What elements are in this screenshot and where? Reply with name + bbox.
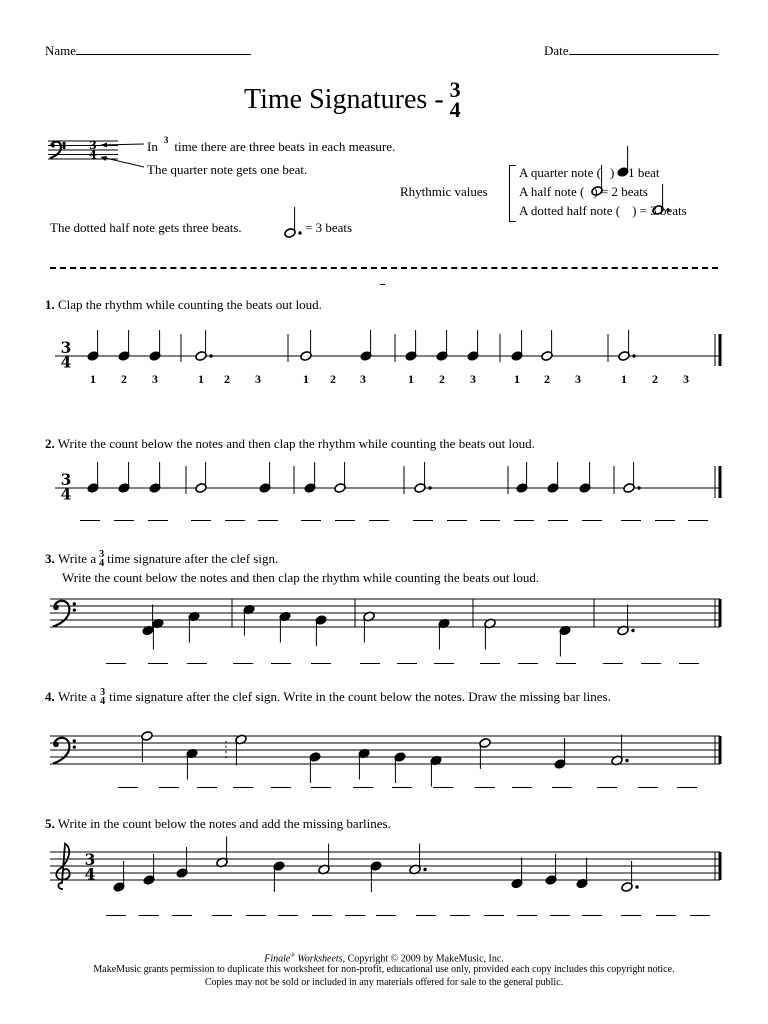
- ex5-count-blank[interactable]: [212, 915, 232, 916]
- ex2-count-blank[interactable]: [369, 520, 389, 521]
- footer-permission: MakeMusic grants permission to duplicate this worksheet for non-profit, educational use only, provided each copy includes this copyright notice.: [93, 964, 675, 975]
- divider-tail: [380, 284, 385, 285]
- ex5-count-blank[interactable]: [312, 915, 332, 916]
- ex3-count-blank[interactable]: [434, 663, 454, 664]
- ex3-count-blank[interactable]: [106, 663, 126, 664]
- ex4-small-sig: 3 4: [100, 687, 106, 707]
- bass-clef-dot-upper: [73, 602, 76, 605]
- beat-count: 3: [360, 372, 366, 386]
- ex3-count-blank[interactable]: [641, 663, 661, 664]
- note-dot: [637, 486, 640, 489]
- intro-line-1: In 3 time there are three beats in each measure.: [147, 135, 396, 154]
- exercise-1-instructions: 1. Clap the rhythm while counting the beats out loud.: [45, 297, 322, 312]
- ex3-count-blank[interactable]: [148, 663, 168, 664]
- note-dot: [632, 354, 635, 357]
- footer-restriction: Copies may not be sold or included in any materials offered for sale to the general public.: [204, 977, 564, 988]
- ex2-time-sig: 3: [60, 471, 72, 490]
- ex5-time-sig: 3: [84, 851, 96, 870]
- ex2-count-blank[interactable]: [258, 520, 278, 521]
- beat-count: 3: [470, 372, 476, 386]
- beat-count: 3: [152, 372, 158, 386]
- ex5-time-sig-bottom: 4: [84, 865, 96, 884]
- beat-count: 2: [439, 372, 445, 386]
- beat-count: 1: [621, 372, 627, 386]
- footer-copyright: Finale® Worksheets, Copyright © 2009 by MakeMusic, Inc.: [264, 953, 504, 965]
- ex2-count-blank[interactable]: [114, 520, 134, 521]
- ex4-count-blank[interactable]: [118, 787, 138, 788]
- ex4-count-blank[interactable]: [353, 787, 373, 788]
- name-label: Name: [45, 43, 77, 58]
- beat-count: 3: [255, 372, 261, 386]
- ex4-count-blank[interactable]: [233, 787, 253, 788]
- ex4-count-blank[interactable]: [638, 787, 658, 788]
- exercise-4-instructions: 4. Write a 3 4 time signature after the clef sign. Write in the count below the notes. Draw the missing bar lines.: [45, 687, 611, 707]
- ex2-count-blank[interactable]: [514, 520, 534, 521]
- dotted-note-text: The dotted half note gets three beats.: [50, 220, 242, 235]
- ex4-count-blank[interactable]: [433, 787, 453, 788]
- ex2-count-blank[interactable]: [688, 520, 708, 521]
- note-dot: [423, 868, 426, 871]
- ex5-count-blank[interactable]: [172, 915, 192, 916]
- note-dot: [209, 354, 212, 357]
- beat-count: 1: [303, 372, 309, 386]
- ex5-count-blank[interactable]: [106, 915, 126, 916]
- exercise-3-instructions: 3. Write a 3 4 time signature after the clef sign.: [45, 549, 279, 569]
- ex4-count-blank[interactable]: [271, 787, 291, 788]
- value-dotted-half: A dotted half note ( ) = 3 beats: [519, 203, 687, 218]
- intro-small-sig: 3: [163, 135, 169, 145]
- ex4-count-blank[interactable]: [677, 787, 697, 788]
- title-time-signature: 3 4: [449, 77, 461, 122]
- dotted-note-equation: = 3 beats: [305, 220, 353, 235]
- beat-count: 2: [121, 372, 127, 386]
- ex5-count-blank[interactable]: [550, 915, 570, 916]
- ex2-count-blank[interactable]: [225, 520, 245, 521]
- intro-arrow-bottom: [101, 157, 144, 167]
- ex5-count-blank[interactable]: [345, 915, 365, 916]
- intro-arrow-top: [101, 144, 144, 145]
- value-half: A half note ( ) = 2 beats: [519, 184, 648, 199]
- ex4-count-blank[interactable]: [597, 787, 617, 788]
- ex3-count-blank[interactable]: [518, 663, 538, 664]
- ex5-count-blank[interactable]: [376, 915, 396, 916]
- ex3-count-blank[interactable]: [311, 663, 331, 664]
- ex5-count-blank[interactable]: [278, 915, 298, 916]
- ex2-count-blank[interactable]: [191, 520, 211, 521]
- ex3-count-blank[interactable]: [679, 663, 699, 664]
- ex1-time-sig-bottom: 4: [60, 353, 72, 372]
- ex2-count-blank[interactable]: [301, 520, 321, 521]
- exercise-3-instructions-line2: Write the count below the notes and then clap the rhythm while counting the beats out loud.: [62, 570, 540, 585]
- ex3-count-blank[interactable]: [233, 663, 253, 664]
- ex5-count-blank[interactable]: [450, 915, 470, 916]
- beat-count: 1: [408, 372, 414, 386]
- ex4-count-blank[interactable]: [512, 787, 532, 788]
- ex2-count-blank[interactable]: [148, 520, 168, 521]
- ex4-count-blank[interactable]: [552, 787, 572, 788]
- ex2-count-blank[interactable]: [413, 520, 433, 521]
- beat-count: 2: [224, 372, 230, 386]
- date-label: Date: [544, 43, 569, 58]
- ex3-count-blank[interactable]: [397, 663, 417, 664]
- note-dot: [635, 885, 638, 888]
- ex2-count-blank[interactable]: [655, 520, 675, 521]
- intro-time-sig-bottom: 4: [89, 148, 97, 162]
- ex5-count-blank[interactable]: [139, 915, 159, 916]
- ex1-time-sig: 3: [60, 339, 72, 358]
- ex3-count-blank[interactable]: [556, 663, 576, 664]
- note-dot: [625, 759, 628, 762]
- beat-count: 1: [514, 372, 520, 386]
- ex3-count-blank[interactable]: [271, 663, 291, 664]
- beat-count: 3: [683, 372, 689, 386]
- ex3-count-blank[interactable]: [480, 663, 500, 664]
- arrow-head-icon: [101, 143, 107, 148]
- section-divider: [50, 267, 718, 269]
- ex3-count-blank[interactable]: [603, 663, 623, 664]
- ex5-count-blank[interactable]: [484, 915, 504, 916]
- ex5-count-blank[interactable]: [246, 915, 266, 916]
- ex2-time-sig-bottom: 4: [60, 485, 72, 504]
- ex4-count-blank[interactable]: [197, 787, 217, 788]
- bass-clef-dot: [51, 144, 55, 148]
- bass-clef-dot-lower: [73, 609, 76, 612]
- ex5-count-blank[interactable]: [621, 915, 641, 916]
- beat-count: 1: [90, 372, 96, 386]
- note-dot: [428, 486, 431, 489]
- bass-clef-dot-upper: [62, 142, 65, 145]
- ex2-count-blank[interactable]: [548, 520, 568, 521]
- ex4-count-blank[interactable]: [311, 787, 331, 788]
- bass-clef-dot: [53, 742, 59, 748]
- beat-count: 2: [544, 372, 550, 386]
- value-quarter: A quarter note ( ) = 1 beat: [519, 165, 660, 180]
- note-dot: [298, 231, 301, 234]
- note-dot: [631, 629, 634, 632]
- ex2-count-blank[interactable]: [80, 520, 100, 521]
- ex3-small-sig: 3 4: [99, 549, 105, 569]
- bass-clef-dot-lower: [62, 146, 65, 149]
- ex5-count-blank[interactable]: [656, 915, 676, 916]
- ex2-count-blank[interactable]: [447, 520, 467, 521]
- ex4-count-blank[interactable]: [159, 787, 179, 788]
- exercise-5-instructions: 5. Write in the count below the notes and add the missing barlines.: [45, 816, 391, 831]
- rhythmic-values-label: Rhythmic values: [400, 184, 488, 199]
- ex3-count-blank[interactable]: [360, 663, 380, 664]
- ex4-count-blank[interactable]: [392, 787, 412, 788]
- beat-count: 2: [652, 372, 658, 386]
- rhythmic-bracket: [509, 165, 516, 222]
- exercise-2-instructions: 2. Write the count below the notes and then clap the rhythm while counting the beats out loud.: [45, 436, 535, 451]
- ex2-count-blank[interactable]: [335, 520, 355, 521]
- bass-clef-dot-upper: [73, 739, 76, 742]
- bass-clef-dot: [53, 605, 59, 611]
- ex5-count-blank[interactable]: [582, 915, 602, 916]
- ex2-count-blank[interactable]: [480, 520, 500, 521]
- ex3-count-blank[interactable]: [187, 663, 207, 664]
- ex5-count-blank[interactable]: [690, 915, 710, 916]
- intro-time-sig-top: 3: [89, 139, 97, 152]
- beat-count: 3: [575, 372, 581, 386]
- ex5-count-blank[interactable]: [416, 915, 436, 916]
- ex5-count-blank[interactable]: [517, 915, 537, 916]
- beat-count: 1: [198, 372, 204, 386]
- bass-clef-dot-lower: [73, 746, 76, 749]
- ex4-count-blank[interactable]: [475, 787, 495, 788]
- intro-line-2: The quarter note gets one beat.: [147, 162, 308, 177]
- title-text: Time Signatures -: [244, 83, 444, 115]
- ex2-count-blank[interactable]: [582, 520, 602, 521]
- ex2-count-blank[interactable]: [621, 520, 641, 521]
- beat-count: 2: [330, 372, 336, 386]
